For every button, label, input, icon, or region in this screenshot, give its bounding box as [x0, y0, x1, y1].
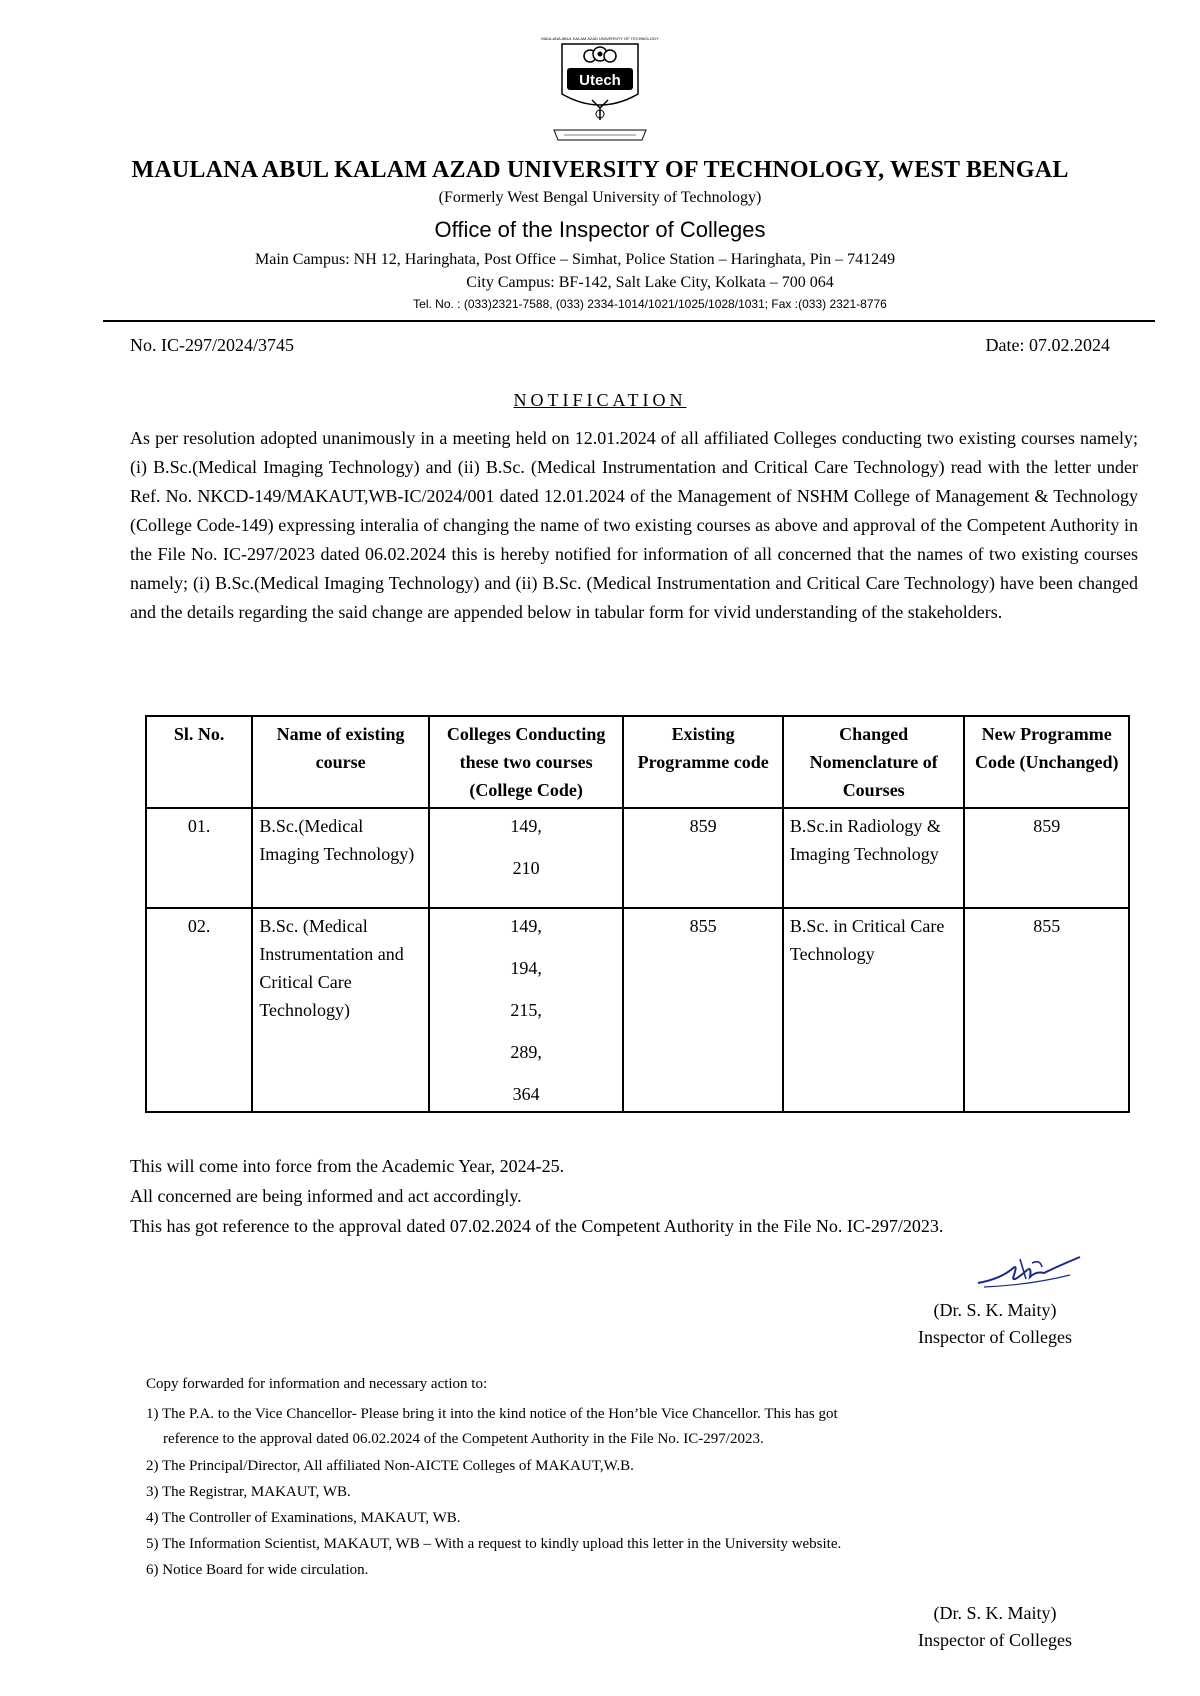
- signatory-name: (Dr. S. K. Maity): [933, 1603, 1057, 1623]
- notification-body: As per resolution adopted unanimously in a meeting held on 12.01.2024 of all affiliated Colleges conducting two existing courses namely; (i) B.Sc.(Medical Imaging Technology) and (ii) B.Sc. (Medical Instrumentation and Critical Care Technology) read with the letter under Ref. No. NKCD-149/MAKAUT,WB-IC/2024/001 dated 12.01.2024 of the Management of NSHM College of Management & Technology (College Code-149) expressing interalia of changing the name of two existing courses as above and approval of the Competent Authority in the File No. IC-297/2023 dated 06.02.2024 this is hereby notified for information of all concerned that the names of two existing courses namely; (i) B.Sc.(Medical Imaging Technology) and (ii) B.Sc. (Medical Instrumentation and Critical Care Technology) have been changed and the details regarding the said change are appended below in tabular form for vivid understanding of the stakeholders.: [130, 428, 1138, 622]
- copy-item-line: 1) The P.A. to the Vice Chancellor- Please bring it into the kind notice of the Hon’ble Vice Chancellor. This has got: [146, 1406, 838, 1422]
- header-new-code: New Programme Code (Unchanged): [964, 716, 1129, 808]
- college-code: 149,: [510, 916, 542, 936]
- copy-item: 5) The Information Scientist, MAKAUT, WB – With a request to kindly upload this letter in the University website.: [146, 1536, 842, 1552]
- informed-line: All concerned are being informed and act accordingly.: [130, 1186, 522, 1206]
- header-sl-no: Sl. No.: [146, 716, 252, 808]
- copy-item: 2) The Principal/Director, All affiliated Non-AICTE Colleges of MAKAUT,W.B.: [146, 1458, 634, 1474]
- signature-image: [970, 1245, 1090, 1295]
- cell-existing-code: 855: [623, 908, 782, 1112]
- signatory-block: [895, 1297, 1095, 1351]
- cell-new-code: 855: [964, 908, 1129, 1112]
- cell-colleges: [429, 908, 624, 1112]
- cell-existing-code: 859: [623, 808, 782, 908]
- signatory-name: (Dr. S. K. Maity): [933, 1300, 1057, 1320]
- signatory-block-2: [895, 1600, 1095, 1654]
- college-code: 210: [512, 858, 540, 878]
- table-row: [146, 808, 1129, 908]
- notice-date: Date: 07.02.2024: [985, 335, 1110, 355]
- cell-colleges: [429, 808, 624, 908]
- university-logo: [540, 34, 660, 154]
- table-header-row: [146, 716, 1129, 808]
- header-existing-course: Name of existing course: [252, 716, 429, 808]
- signatory-title: Inspector of Colleges: [918, 1630, 1072, 1650]
- copy-forwarded-intro: Copy forwarded for information and necessary action to:: [146, 1376, 488, 1392]
- cell-course: B.Sc.(Medical Imaging Technology): [252, 808, 429, 908]
- copy-item: 6) Notice Board for wide circulation.: [146, 1562, 369, 1578]
- reference-number: No. IC-297/2024/3745: [130, 335, 294, 355]
- college-code: 149,: [510, 816, 542, 836]
- office-name: Office of the Inspector of Colleges: [434, 217, 766, 242]
- course-change-table: [145, 715, 1130, 1113]
- formerly-line: (Formerly West Bengal University of Technology): [438, 189, 762, 206]
- approval-reference-line: This has got reference to the approval dated 07.02.2024 of the Competent Authority in the File No. IC-297/2023.: [130, 1216, 944, 1236]
- cell-new-code: 859: [964, 808, 1129, 908]
- header-existing-code: Existing Programme code: [623, 716, 782, 808]
- header-colleges: Colleges Conducting these two courses (College Code): [429, 716, 624, 808]
- telephone-fax: Tel. No. : (033)2321-7588, (033) 2334-1014/1021/1025/1028/1031; Fax :(033) 2321-8776: [413, 297, 887, 311]
- effective-date-line: This will come into force from the Academic Year, 2024-25.: [130, 1156, 565, 1176]
- copy-item: 4) The Controller of Examinations, MAKAUT, WB.: [146, 1510, 461, 1526]
- city-campus-address: City Campus: BF-142, Salt Lake City, Kolkata – 700 064: [466, 274, 834, 291]
- cell-course: B.Sc. (Medical Instrumentation and Critical Care Technology): [252, 908, 429, 1112]
- header-divider: [103, 320, 1155, 322]
- cell-new-name: B.Sc. in Critical Care Technology: [783, 908, 965, 1112]
- logo-label: Utech: [579, 72, 621, 89]
- signatory-title: Inspector of Colleges: [918, 1327, 1072, 1347]
- copy-item: 3) The Registrar, MAKAUT, WB.: [146, 1484, 351, 1500]
- university-name: MAULANA ABUL KALAM AZAD UNIVERSITY OF TECHNOLOGY, WEST BENGAL: [131, 157, 1069, 183]
- copy-item: [146, 1402, 1146, 1452]
- copy-item-line: reference to the approval dated 06.02.2024 of the Competent Authority in the File No. IC-297/2023.: [163, 1431, 764, 1447]
- header-changed-nomenclature: Changed Nomenclature of Courses: [783, 716, 965, 808]
- logo-top-text: MAULANA ABUL KALAM AZAD UNIVERSITY OF TECHNOLOGY: [541, 36, 659, 41]
- table-row: [146, 908, 1129, 1112]
- cell-sl: 01.: [146, 808, 252, 908]
- college-code: 215,: [510, 1000, 542, 1020]
- notification-heading: NOTIFICATION: [513, 390, 687, 410]
- college-code: 194,: [510, 958, 542, 978]
- college-code: 364: [512, 1084, 540, 1104]
- cell-sl: 02.: [146, 908, 252, 1112]
- cell-new-name: B.Sc.in Radiology & Imaging Technology: [783, 808, 965, 908]
- main-campus-address: Main Campus: NH 12, Haringhata, Post Office – Simhat, Police Station – Haringhata, Pin – 741249: [255, 251, 896, 268]
- college-code: 289,: [510, 1042, 542, 1062]
